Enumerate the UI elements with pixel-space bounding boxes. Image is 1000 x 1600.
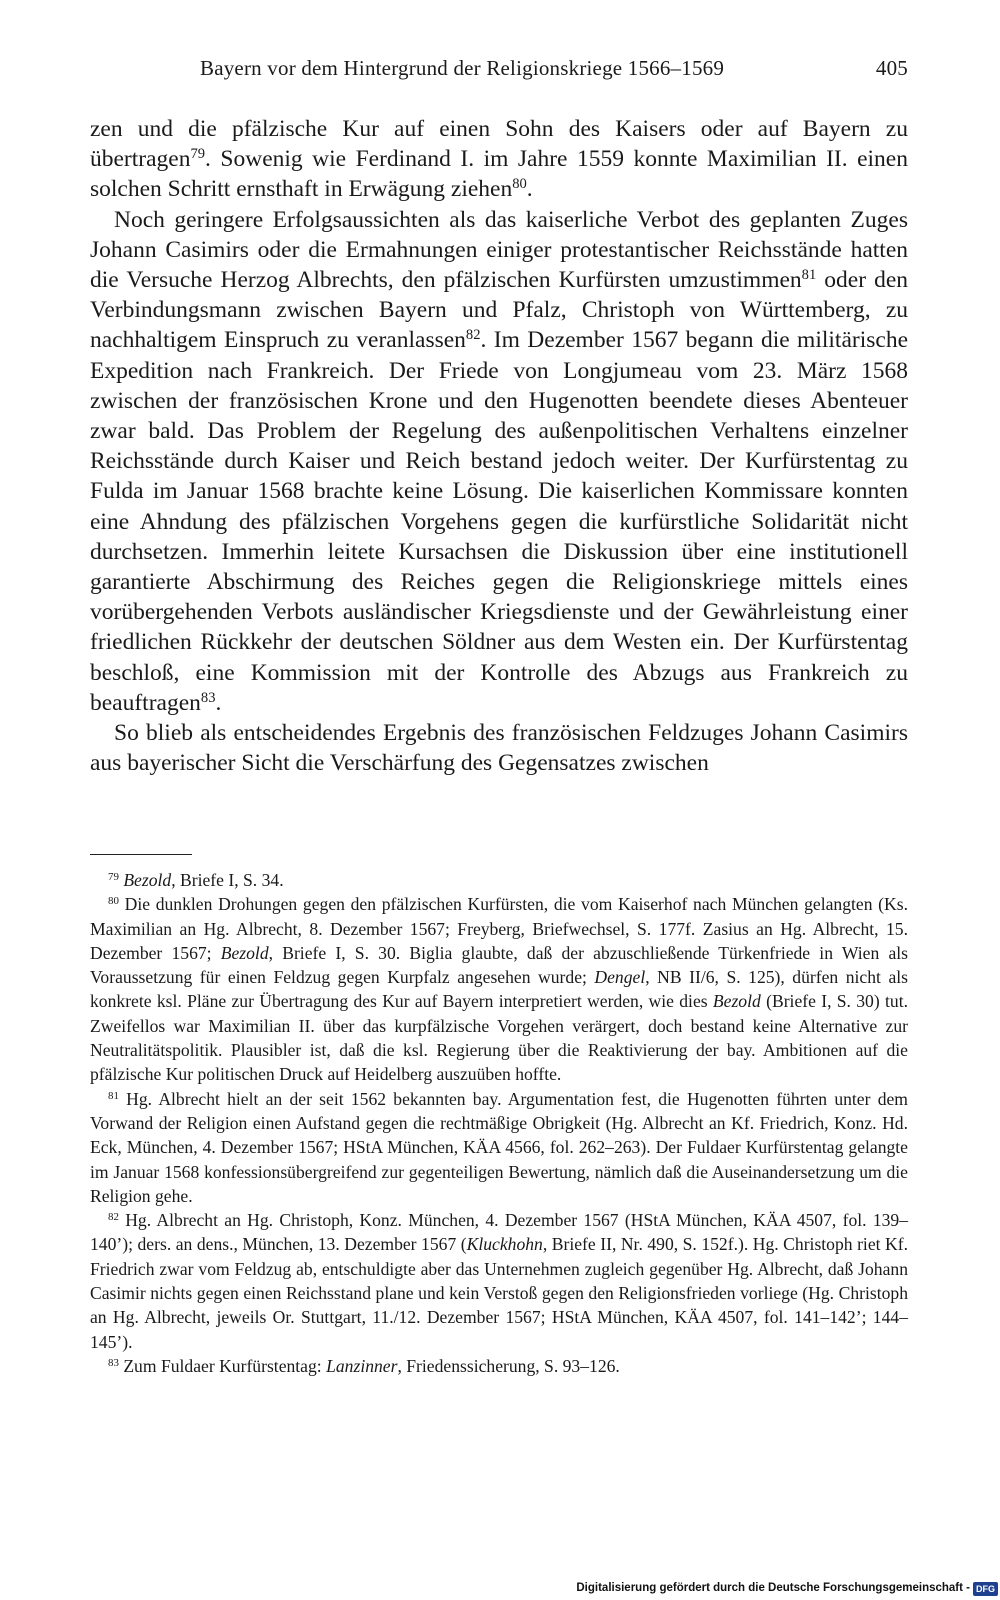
footnote-80 (90, 892, 908, 1086)
footnote-ref-81[interactable]: 81 (801, 267, 817, 284)
footnote-82 (90, 1208, 908, 1354)
paragraph-1 (90, 114, 908, 205)
footnotes (90, 868, 908, 1378)
dfg-logo: DFG (973, 1582, 998, 1596)
paragraph-text: zen und die pfälzische Kur auf einen Sohn des Kaisers oder auf Bayern zu übertragen (90, 116, 908, 173)
footnote-text: Hg. Albrecht an Hg. Christoph, Konz. München, 4. Dezember 1567 (HStA München, KÄA 4507, fol. 139–140’); ders. an dens., München, 13. Dezember 1567 ( (90, 1210, 909, 1255)
paragraph-2 (90, 205, 908, 718)
footnote-text: Zum Fuldaer Kurfürstentag: (123, 1355, 327, 1376)
main-text (90, 114, 908, 778)
paragraph-text: . Im Dezember 1567 begann die militärische Expedition nach Frankreich. Der Friede von Longjumeau vom 23. März 1568 zwischen der französischen Krone und den Hugenotten beendete dieses Abenteuer zwar bald. Das Problem der Regelung des außenpolitischen Verhaltens einzelner Reichsstände durch Kaiser und Reich bestand jedoch weiter. Der Kurfürstentag zu Fulda im Januar 1568 brachte keine Lösung. Die kaiserlichen Kommissare konnten eine Ahndung des pfälzischen Vorgehens gegen die kurfürstliche Solidarität nicht durchsetzen. Immerhin leitete Kursachsen die Diskussion über eine institutionell garantierte Abschirmung des Reiches gegen die Religionskriege mittels eines vorübergehenden Verbots ausländischer Kriegsdienste und der Gewährleistung einer friedlichen Rückkehr der deutschen Söldner aus dem Westen ein. Der Kurfürstentag beschloß, eine Kommission mit der Kontrolle des Abzugs aus Frankreich zu beauftragen (90, 327, 908, 716)
footnote-text: (Briefe I, S. 30) tut. Zweifellos war Maximilian II. über das kurpfälzische Vorgehen verärgert, doch bestand keine Alternative zur Neutralitätspolitik. Plausibler ist, daß die ksl. Regierung über die Reaktivierung der bay. Ambitionen auf die pfälzische Kur politischen Druck auf Heidelberg auszuüben hoffte. (90, 991, 908, 1085)
footnote-number: 83 (108, 1356, 119, 1369)
funding-credit: Digitalisierung gefördert durch die Deutsche Forschungsgemeinschaft - (576, 1582, 970, 1594)
footnote-number: 81 (108, 1089, 119, 1102)
author-name: Lanzinner (326, 1355, 398, 1376)
footnote-81 (90, 1087, 908, 1208)
paragraph-text: Noch geringere Erfolgsaussichten als das kaiserliche Verbot des geplanten Zuges Johann Casimirs oder die Ermahnungen einiger protestantischer Reichsstände hatten die Versuche Herzog Albrechts, den pfälzischen Kurfürsten umzustimmen (90, 206, 908, 294)
footnote-number: 82 (108, 1211, 119, 1224)
footnote-text: , NB II/6, S. 125), dürfen nicht als konkrete ksl. Pläne zur Übertragung des Kur auf Bayern interpretiert werden, wie dies (90, 967, 908, 1012)
footnote-text: , Briefe I, S. 34. (171, 870, 284, 890)
footnote-text: Hg. Albrecht hielt an der seit 1562 bekannten bay. Argumentation fest, die Hugenotten führten unter dem Vorwand der Religion einen Aufstand gegen die rechtmäßige Obrigkeit (Hg. Albrecht an Kf. Friedrich, Konz. Hd. Eck, München, 4. Dezember 1567; HStA München, KÄA 4566, fol. 262–263). Der Fuldaer Kurfürstentag gelangte im Januar 1568 konfessionsübergreifend zur gegenteiligen Bewertung, nämlich daß die Auseinandersetzung um die Religion gehe. (90, 1088, 908, 1206)
running-title: Bayern vor dem Hintergrund der Religionskriege 1566–1569 (200, 56, 725, 80)
footnote-text: , Briefe I, S. 30. Biglia glaubte, daß der abzuschließende Türkenfriede in Wien als Voraussetzung für einen Feldzug gegen Kurpfalz angesehen wurde; (90, 942, 908, 988)
footnote-ref-80[interactable]: 80 (512, 176, 527, 193)
author-name: Dengel (594, 967, 646, 988)
footnote-text: , Briefe II, Nr. 490, S. 152f.). Hg. Christoph riet Kf. Friedrich zwar vom Feldzug ab, entschuldigte aber das Unternehmen zugleich gegenüber Hg. Albrecht, daß Johann Casimir nichts gegen einen Reichsstand plane und kein Verstoß gegen den Religionsfrieden vorliege (Hg. Christoph an Hg. Albrecht, jeweils Or. Stuttgart, 11./12. Dezember 1567; HStA München, KÄA 4507, fol. 141–142’; 144–145’). (90, 1234, 908, 1352)
paragraph-text: . (526, 176, 533, 203)
author-name: Bezold (123, 870, 172, 890)
footnote-separator (90, 854, 192, 855)
footnote-ref-83[interactable]: 83 (200, 689, 216, 706)
footnote-83 (90, 1354, 908, 1378)
paragraph-text: oder den Verbindungsmann zwischen Bayern und Pfalz, Christoph von Württemberg, zu nachhaltigem Einspruch zu veranlassen (90, 267, 908, 354)
paragraph-text: . (215, 689, 222, 716)
paragraph-3: So blieb als entscheidendes Ergebnis des französischen Feldzuges Johann Casimirs aus bayerischer Sicht die Verschärfung des Gegensatzes zwischen (90, 720, 908, 777)
footnote-ref-79[interactable]: 79 (190, 146, 206, 163)
footnote-number: 79 (108, 871, 119, 883)
footnote-ref-82[interactable]: 82 (465, 327, 481, 344)
footnote-text: , Friedenssicherung, S. 93–126. (397, 1355, 620, 1376)
paragraph-text: . Sowenig wie Ferdinand I. im Jahre 1559 konnte Maximilian II. einen solchen Schritt ernsthaft in Erwägung ziehen (90, 146, 908, 203)
author-name: Kluckhohn (466, 1234, 543, 1255)
digitization-footer (0, 1579, 1000, 1600)
page-number: 405 (875, 56, 908, 80)
author-name: Bezold (712, 991, 761, 1012)
author-name: Bezold (220, 942, 269, 963)
running-header (90, 56, 908, 90)
footnote-79 (90, 868, 908, 892)
footnote-number: 80 (108, 895, 119, 908)
footnote-text: Die dunklen Drohungen gegen den pfälzischen Kurfürsten, die vom Kaiserhof nach München gelangten (Ks. Maximilian an Hg. Albrecht, 8. Dezember 1567; Freyberg, Briefwechsel, S. 177f. Zasius an Hg. Albrecht, 15. Dezember 1567; (90, 894, 908, 963)
